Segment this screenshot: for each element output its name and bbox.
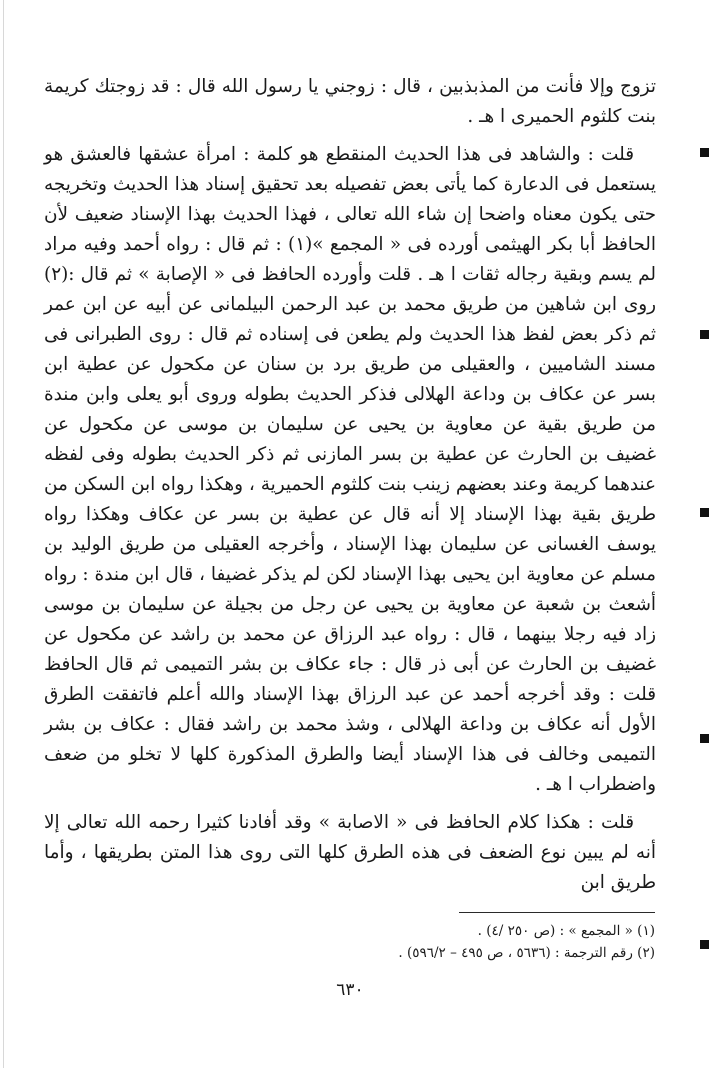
footnote-2: (٢) رقم الترجمة : (٥٦٣٦ ، ص ٤٩٥ – ٥٩٦/٢) . — [398, 945, 655, 961]
margin-mark — [700, 940, 709, 949]
page-number: ٦٣٠ — [336, 980, 364, 1000]
margin-mark — [700, 148, 709, 157]
paragraph-2: قلت : والشاهد فى هذا الحديث المنقطع هو كلمة : امرأة عشقها فالعشق هو يستعمل فى الدعارة كما يأتى بعض تفصيله بعد تحقيق إسناد هذا الحديث وتخريجه حتى يكون معناه واضحا إن شاء الله تعالى ، فهذا الحديث بهذا الإسناد ضعيف لأن الحافظ أبا بكر الهيثمى أورده فى « المجمع »(١) : ثم قال : رواه أحمد وفيه مراد لم يسم وبقية رجاله ثقات ا هـ . قلت وأورده الحافظ فى « الإصابة » ثم قال :(٢) روى ابن شاهين من طريق محمد بن عبد الرحمن البيلمانى عن أبيه عن ابن عمر ثم ذكر بعض لفظ هذا الحديث ولم يطعن فى إسناده ثم قال : روى الطبرانى فى مسند الشاميين ، والعقيلى من طريق برد بن سنان عن مكحول عن عطية ابن بسر عن عكاف بن وداعة الهلالى فذكر الحديث بطوله وروى أبو يعلى وابن مندة من طريق بقية عن معاوية بن يحيى عن سليمان بن موسى عن مكحول عن غضيف بن الحارث عن عطية بن بسر المازنى ثم ذكر الحديث بطوله وفى لفظه عندهما كريمة وعند بعضهم زينب بنت كلثوم الحميرية ، وهكذا رواه ابن السكن من طريق بقية بهذا الإسناد إلا أنه قال عن عطية بن بسر عن عكاف وهكذا رواه يوسف الغسانى عن سليمان بهذا الإسناد ، وأخرجه العقيلى من طريق الوليد بن مسلم عن معاوية ابن يحيى بهذا الإسناد لكن لم يذكر غضيفا ، قال ابن مندة : رواه أشعث بن شعبة عن معاوية بن يحيى عن رجل من بجيلة عن سليمان بن موسى زاد فيه رجلا بينهما ، قال : رواه عبد الرزاق عن محمد بن راشد عن مكحول عن غضيف بن الحارث عن أبى ذر قال : جاء عكاف بن بشر التميمى ثم قال الحافظ قلت : وقد أخرجه أحمد عن عبد الرزاق بهذا الإسناد والله أعلم فاتفقت الطرق الأول أنه عكاف بن وداعة الهلالى ، وشذ محمد بن راشد فقال : عكاف بن بشر التميمى وخالف فى هذا الإسناد أيضا والطرق المذكورة كلها لا تخلو من ضعف واضطراب ا هـ . — [44, 144, 656, 795]
paragraph-3: قلت : هكذا كلام الحافظ فى « الاصابة » وقد أفادنا كثيرا رحمه الله تعالى إلا أنه لم يبين نوع الضعف فى هذه الطرق كلها التى روى هذا المتن بطريقها ، وأما طريق ابن — [44, 812, 656, 893]
margin-mark — [700, 508, 709, 517]
main-text-block — [44, 72, 656, 906]
footnotes — [235, 920, 655, 964]
page-edge-line — [3, 0, 4, 1068]
paragraph-1: تزوج وإلا فأنت من المذبذبين ، قال : زوجني يا رسول الله قال : قد زوجتك كريمة بنت كلثوم الحميرى ا هـ . — [44, 76, 656, 127]
margin-mark — [700, 734, 709, 743]
footnote-divider — [459, 912, 655, 913]
footnote-1: (١) « المجمع » : (ص ٢٥٠ /٤) . — [477, 923, 655, 939]
margin-mark — [700, 330, 709, 339]
